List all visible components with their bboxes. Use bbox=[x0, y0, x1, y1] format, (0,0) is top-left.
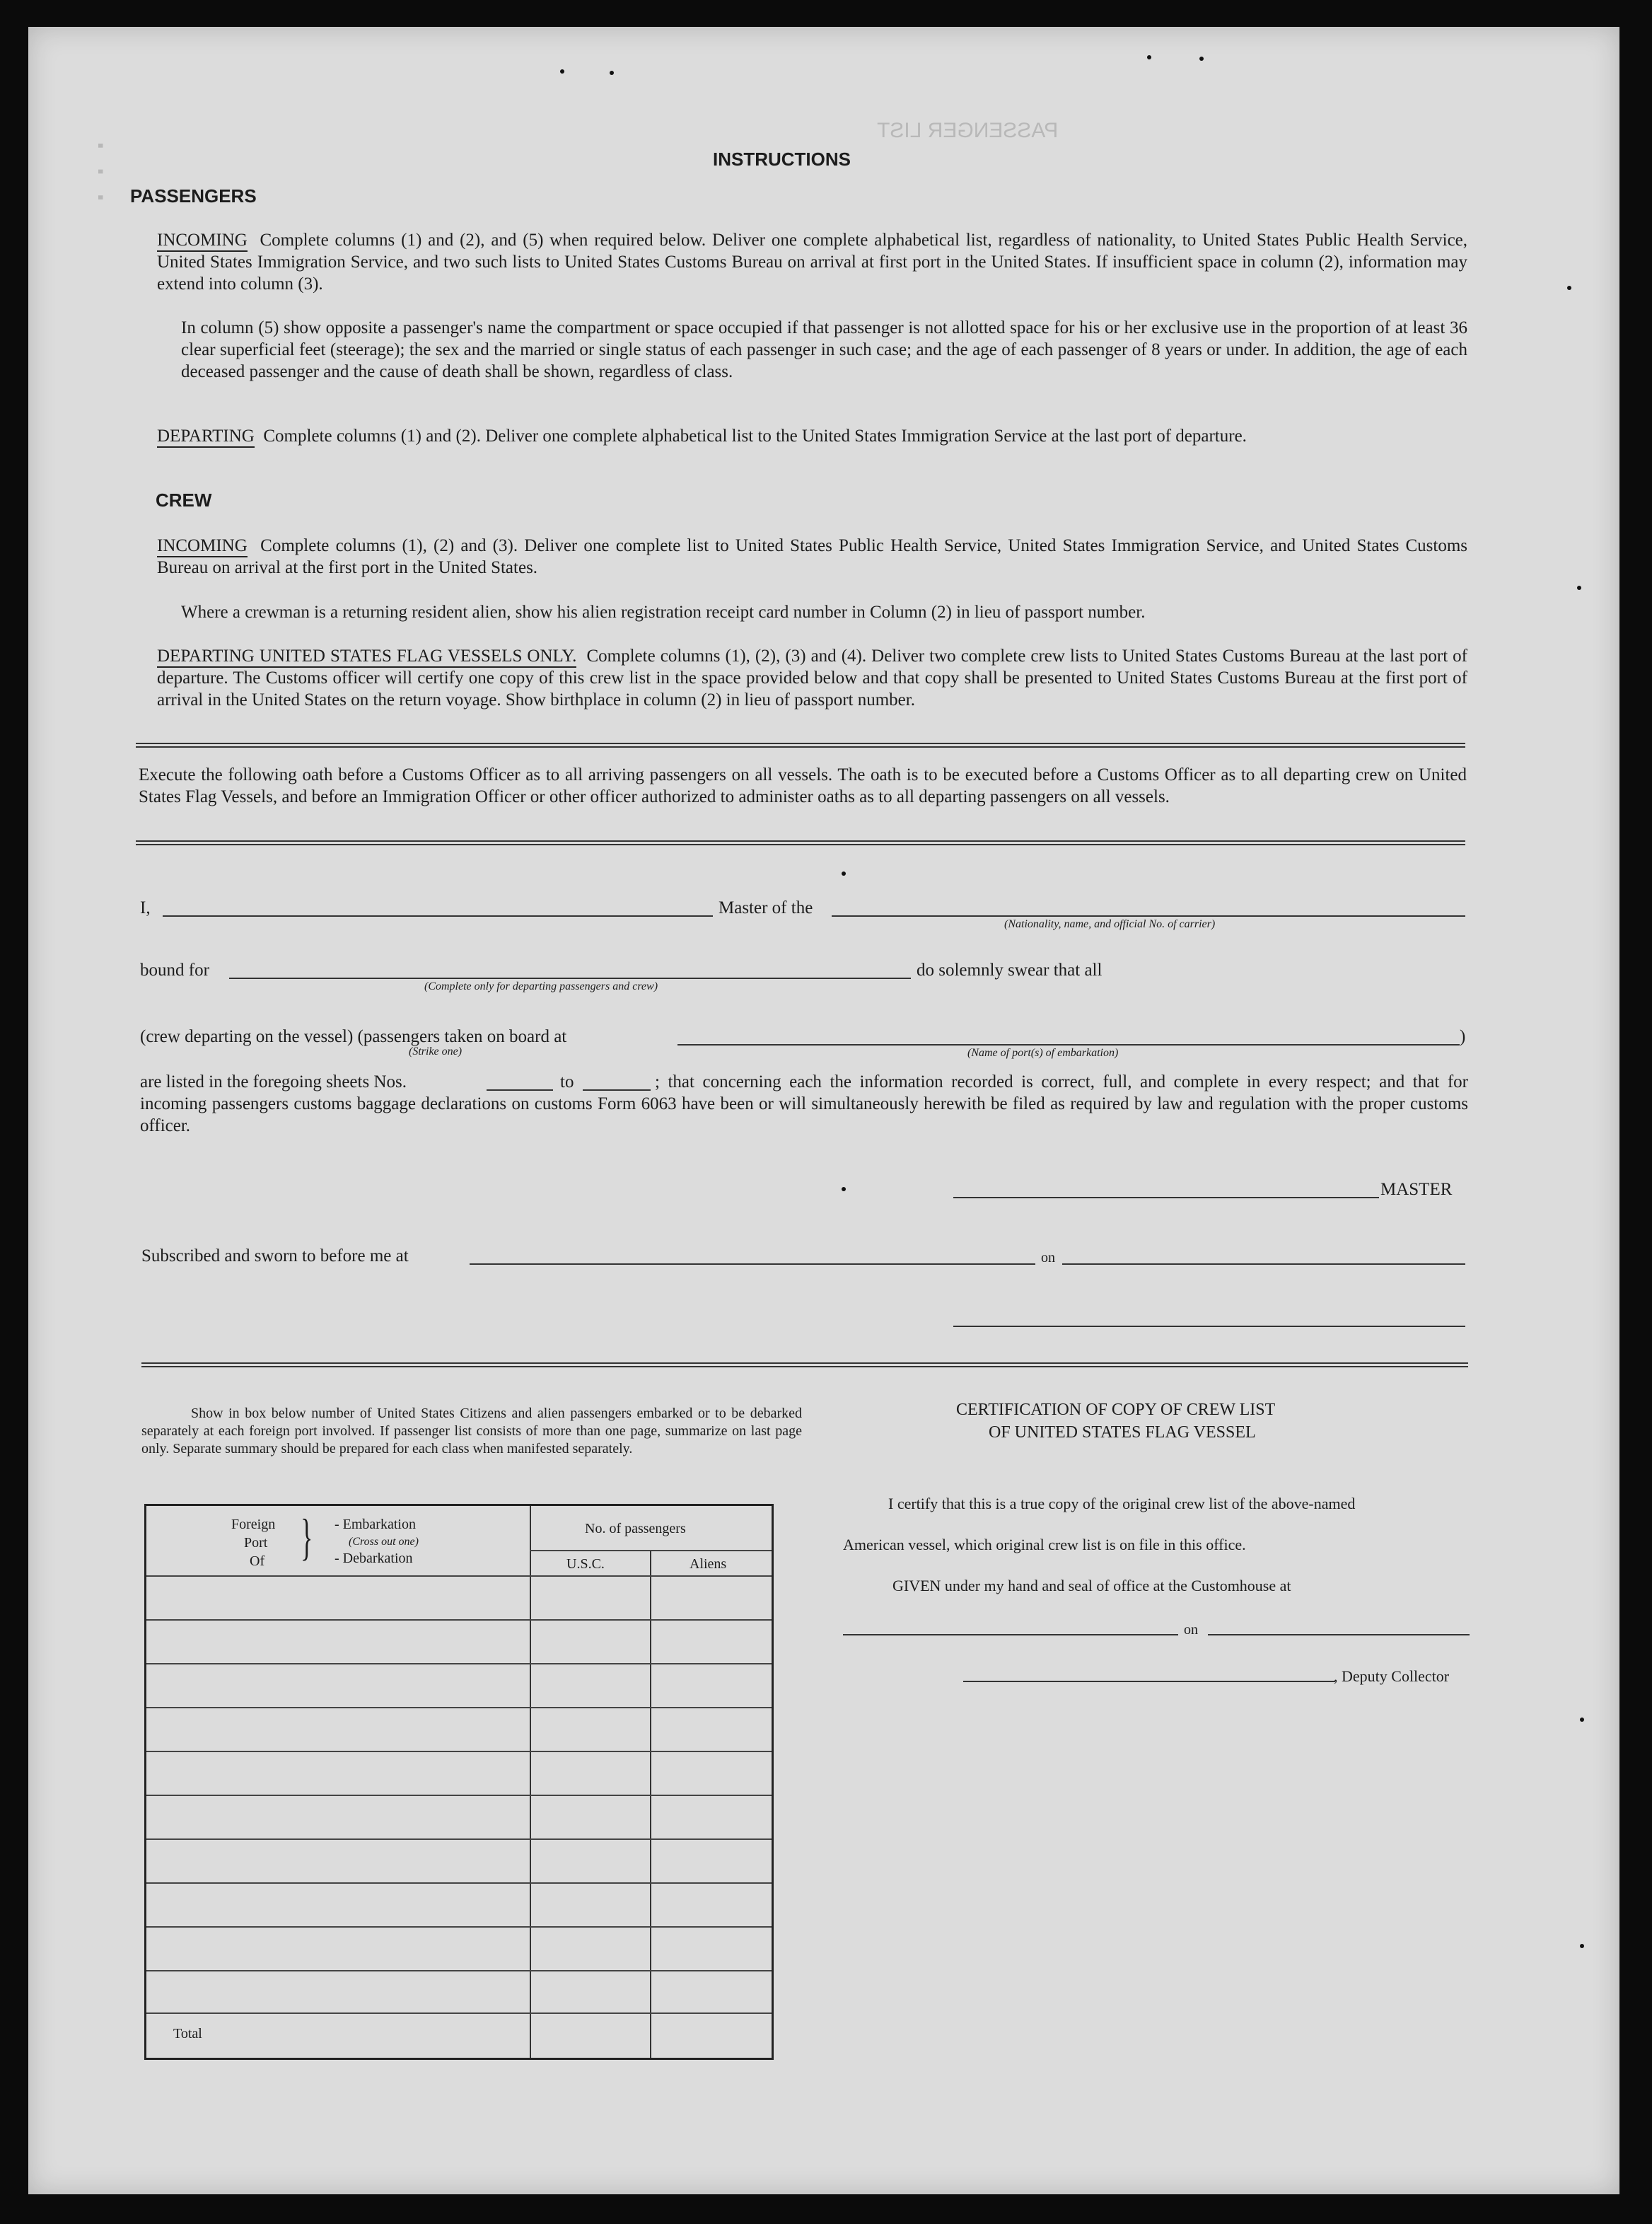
form-page bbox=[28, 27, 1619, 2194]
table-row bbox=[146, 1795, 772, 1796]
strike-one-caption: (Strike one) bbox=[409, 1046, 463, 1058]
close-paren: ) bbox=[1460, 1027, 1466, 1046]
ports-caption: (Name of port(s) of embarkation) bbox=[967, 1047, 1119, 1059]
to-label: to bbox=[560, 1072, 574, 1091]
master-name-field[interactable] bbox=[163, 915, 713, 917]
summary-table bbox=[144, 1504, 774, 2060]
scan-speck bbox=[1580, 1718, 1584, 1722]
master-signature-field[interactable] bbox=[953, 1197, 1379, 1198]
total-row-line bbox=[146, 2012, 772, 2014]
certify-line-2: American vessel, which original crew list is on file in this office. bbox=[843, 1536, 1246, 1553]
deputy-collector-label: , Deputy Collector bbox=[1334, 1667, 1450, 1685]
do-swear-text: do solemnly swear that all bbox=[917, 961, 1103, 980]
sworn-date-field[interactable] bbox=[1062, 1263, 1465, 1265]
certification-heading-2: OF UNITED STATES FLAG VESSEL bbox=[989, 1423, 1256, 1442]
master-label: MASTER bbox=[1380, 1180, 1453, 1199]
oath-i-label: I, bbox=[140, 898, 151, 917]
embarkation-port-field[interactable] bbox=[677, 1044, 1460, 1046]
given-line: GIVEN under my hand and seal of office at the Customhouse at bbox=[892, 1577, 1291, 1594]
carrier-field[interactable] bbox=[832, 915, 1465, 917]
passengers-departing-label: DEPARTING bbox=[157, 427, 255, 448]
instructions-title: INSTRUCTIONS bbox=[713, 149, 851, 170]
table-row bbox=[146, 1970, 772, 1971]
brace-glyph: } bbox=[301, 1509, 313, 1565]
scan-speck bbox=[1577, 586, 1581, 590]
officer-signature-field[interactable] bbox=[953, 1326, 1465, 1327]
col-foreign-label: Foreign bbox=[231, 1517, 276, 1532]
summary-instructions: Show in box below number of United States Citizens and alien passengers embarked or to be debarked separately at each foreign port involved. If passenger list consists of more than one page, summarize on last page only. Separate summary should be prepared for each class when manifested separately. bbox=[141, 1406, 802, 1456]
crew-departing-label: DEPARTING UNITED STATES FLAG VESSELS ONLY. bbox=[157, 647, 576, 668]
cert-date-field[interactable] bbox=[1208, 1634, 1470, 1635]
passengers-incoming-label: INCOMING bbox=[157, 231, 248, 252]
total-label: Total bbox=[173, 2026, 202, 2041]
certification-heading-1: CERTIFICATION OF COPY OF CREW LIST bbox=[956, 1401, 1276, 1419]
subscribed-label: Subscribed and sworn to before me at bbox=[141, 1246, 409, 1266]
aliens-header: Aliens bbox=[690, 1556, 727, 1572]
deputy-signature-field[interactable] bbox=[963, 1681, 1335, 1682]
scan-speck bbox=[1580, 1944, 1584, 1948]
passengers-departing-paragraph bbox=[157, 425, 1467, 447]
certify-line-1: I certify that this is a true copy of the original crew list of the above-named bbox=[888, 1495, 1356, 1512]
cert-on-label: on bbox=[1184, 1622, 1198, 1638]
bound-for-label: bound for bbox=[140, 961, 209, 980]
bleed-through-text: PASSENGER LIST bbox=[877, 119, 1059, 142]
sworn-location-field[interactable] bbox=[470, 1263, 1035, 1265]
scan-speck bbox=[842, 871, 846, 876]
crew-passengers-strike-text: (crew departing on the vessel) (passengers taken on board at bbox=[140, 1027, 567, 1046]
crew-departing-paragraph bbox=[157, 645, 1467, 711]
table-row bbox=[146, 1751, 772, 1752]
crew-heading: CREW bbox=[156, 490, 212, 511]
col-divider-usc bbox=[530, 1506, 531, 2058]
no-passengers-header: No. of passengers bbox=[585, 1521, 686, 1536]
table-row bbox=[146, 1663, 772, 1664]
usc-header: U.S.C. bbox=[566, 1556, 605, 1572]
column5-note: In column (5) show opposite a passenger's name the compartment or space occupied if that passenger is not allotted space for his or her exclusive use in the proportion of at least 36 clear superficial feet (steerage); the sex and the married or single status of each passenger in such case; and the age of each passenger of 8 years or under. In addition, the age of each deceased passenger and the cause of death shall be shown, regardless of class. bbox=[181, 318, 1467, 381]
bound-for-caption: (Complete only for departing passengers and crew) bbox=[424, 980, 658, 992]
scan-speck bbox=[610, 71, 614, 75]
passengers-incoming-paragraph bbox=[157, 229, 1467, 295]
table-row bbox=[146, 1882, 772, 1884]
table-row bbox=[146, 1619, 772, 1621]
passengers-heading: PASSENGERS bbox=[130, 185, 257, 207]
oath-divider bbox=[136, 840, 1465, 845]
crew-incoming-label: INCOMING bbox=[157, 536, 248, 557]
oath-intro: Execute the following oath before a Customs Officer as to all arriving passengers on all vessels. The oath is to be executed before a Customs Officer as to all departing crew on United States Flag Vessels, and before an Immigration Officer or other officer authorized to administer oaths as to all departing passengers on all vessels. bbox=[139, 765, 1467, 806]
embarkation-label: - Embarkation bbox=[335, 1517, 416, 1532]
scan-speck bbox=[1199, 57, 1204, 61]
section-divider bbox=[136, 743, 1465, 748]
listed-rest-text: ; that concerning each the information recorded is correct, full, and complete in every respect; and that for incoming passengers customs baggage declarations on customs Form 6063 have been or will simultaneously herewith be filed as required by law and regulation with the proper customs officer. bbox=[140, 1072, 1468, 1135]
table-row bbox=[146, 1926, 772, 1928]
bleed-through-stamp: · · · bbox=[80, 138, 128, 205]
scan-speck bbox=[1147, 55, 1151, 59]
crew-resident-note: Where a crewman is a returning resident alien, show his alien registration receipt card number in Column (2) in lieu of passport number. bbox=[181, 603, 1146, 622]
cross-out-label: (Cross out one) bbox=[349, 1536, 419, 1548]
customhouse-field[interactable] bbox=[843, 1634, 1178, 1635]
crew-departing-text: Complete columns (1), (2), (3) and (4). Deliver two complete crew lists to United States Customs Bureau at the last port of departure. The Customs officer will certify one copy of this crew list in the space provided below and that copy shall be presented to United States Customs Bureau at the first port of arrival in the United States on the return voyage. Show birthplace in column (2) in lieu of passport number. bbox=[157, 647, 1468, 710]
col-of-label: Of bbox=[250, 1553, 265, 1569]
passengers-departing-text: Complete columns (1) and (2). Deliver one complete alphabetical list to the United States Immigration Service at the last port of departure. bbox=[263, 427, 1247, 446]
header-bottom-line bbox=[146, 1575, 772, 1577]
table-row bbox=[146, 1838, 772, 1840]
lower-divider bbox=[141, 1362, 1468, 1367]
crew-incoming-paragraph bbox=[157, 535, 1467, 579]
passengers-incoming-text: Complete columns (1) and (2), and (5) when required below. Deliver one complete alphabetical list, regardless of nationality, to United States Public Health Service, United States Immigration Service, and two such lists to United States Customs Bureau on arrival at first port in the United States. If insufficient space in column (2), information may extend into column (3). bbox=[157, 231, 1468, 294]
col-port-label: Port bbox=[244, 1535, 268, 1551]
master-of-the-label: Master of the bbox=[719, 898, 813, 917]
scan-speck bbox=[560, 69, 564, 74]
crew-incoming-text: Complete columns (1), (2) and (3). Deliver one complete list to United States Public Health Service, United States Immigration Service, and United States Customs Bureau on arrival at the first port in the United States. bbox=[157, 536, 1468, 577]
table-row bbox=[146, 1707, 772, 1708]
col-divider-aliens bbox=[650, 1550, 651, 2058]
subheader-line bbox=[530, 1550, 772, 1551]
carrier-caption: (Nationality, name, and official No. of carrier) bbox=[1004, 918, 1216, 930]
scan-speck bbox=[842, 1187, 846, 1191]
debarkation-label: - Debarkation bbox=[335, 1551, 413, 1566]
sworn-on-label: on bbox=[1041, 1250, 1055, 1266]
listed-start-text: are listed in the foregoing sheets Nos. bbox=[140, 1072, 407, 1091]
scan-speck bbox=[1567, 286, 1571, 290]
bound-for-field[interactable] bbox=[229, 978, 911, 979]
